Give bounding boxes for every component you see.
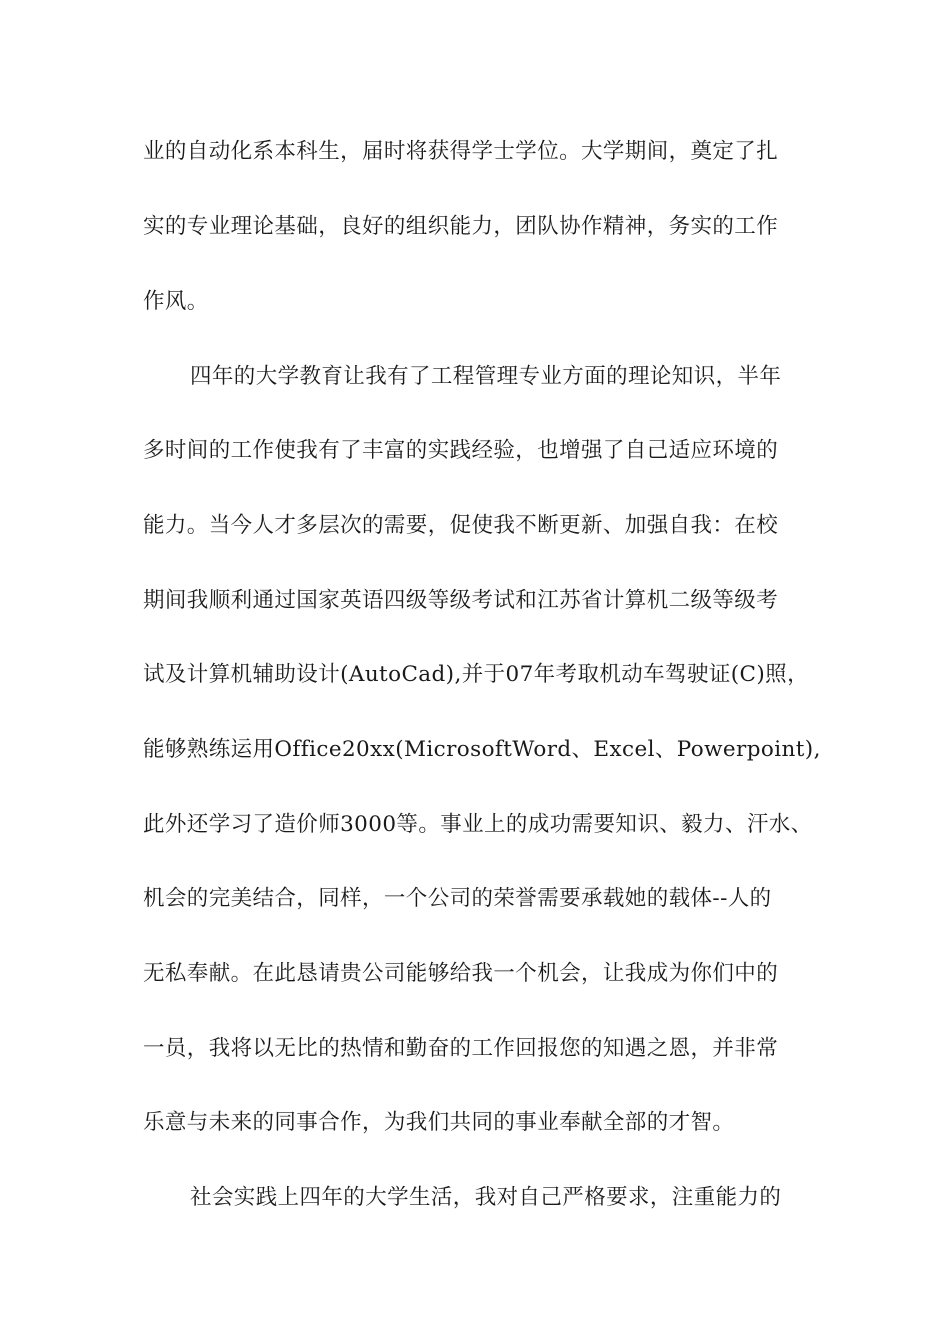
paragraph-2-line-9: 无私奉献。在此恳请贵公司能够给我一个机会，让我成为你们中的 [143,961,779,986]
paragraph-2-line-1: 四年的大学教育让我有了工程管理专业方面的理论知识，半年 [190,364,782,389]
paragraph-3-line-1: 社会实践上四年的大学生活，我对自己严格要求，注重能力的 [190,1185,782,1210]
paragraph-1-line-3: 作风。 [143,289,209,314]
paragraph-2-line-11: 乐意与未来的同事合作，为我们共同的事业奉献全部的才智。 [143,1110,735,1135]
paragraph-2-line-6: 能够熟练运用Office20xx(MicrosoftWord、Excel、Powerpoint), [143,737,821,762]
paragraph-2-line-5: 试及计算机辅助设计(AutoCad),并于07年考取机动车驾驶证(C)照， [143,662,809,687]
paragraph-1-line-1: 业的自动化系本科生，届时将获得学士学位。大学期间，奠定了扎 [143,139,779,164]
paragraph-2-line-10: 一员，我将以无比的热情和勤奋的工作回报您的知遇之恩，并非常 [143,1036,779,1061]
paragraph-2-line-7: 此外还学习了造价师3000等。事业上的成功需要知识、毅力、汗水、 [143,812,813,837]
paragraph-2-line-2: 多时间的工作使我有了丰富的实践经验，也增强了自己适应环境的 [143,438,779,463]
paragraph-1-line-2: 实的专业理论基础，良好的组织能力，团队协作精神，务实的工作 [143,214,779,239]
paragraph-2-line-8: 机会的完美结合，同样，一个公司的荣誉需要承载她的载体--人的 [143,886,772,911]
paragraph-2-line-3: 能力。当今人才多层次的需要，促使我不断更新、加强自我：在校 [143,513,779,538]
paragraph-2-line-4: 期间我顺利通过国家英语四级等级考试和江苏省计算机二级等级考 [143,588,779,613]
